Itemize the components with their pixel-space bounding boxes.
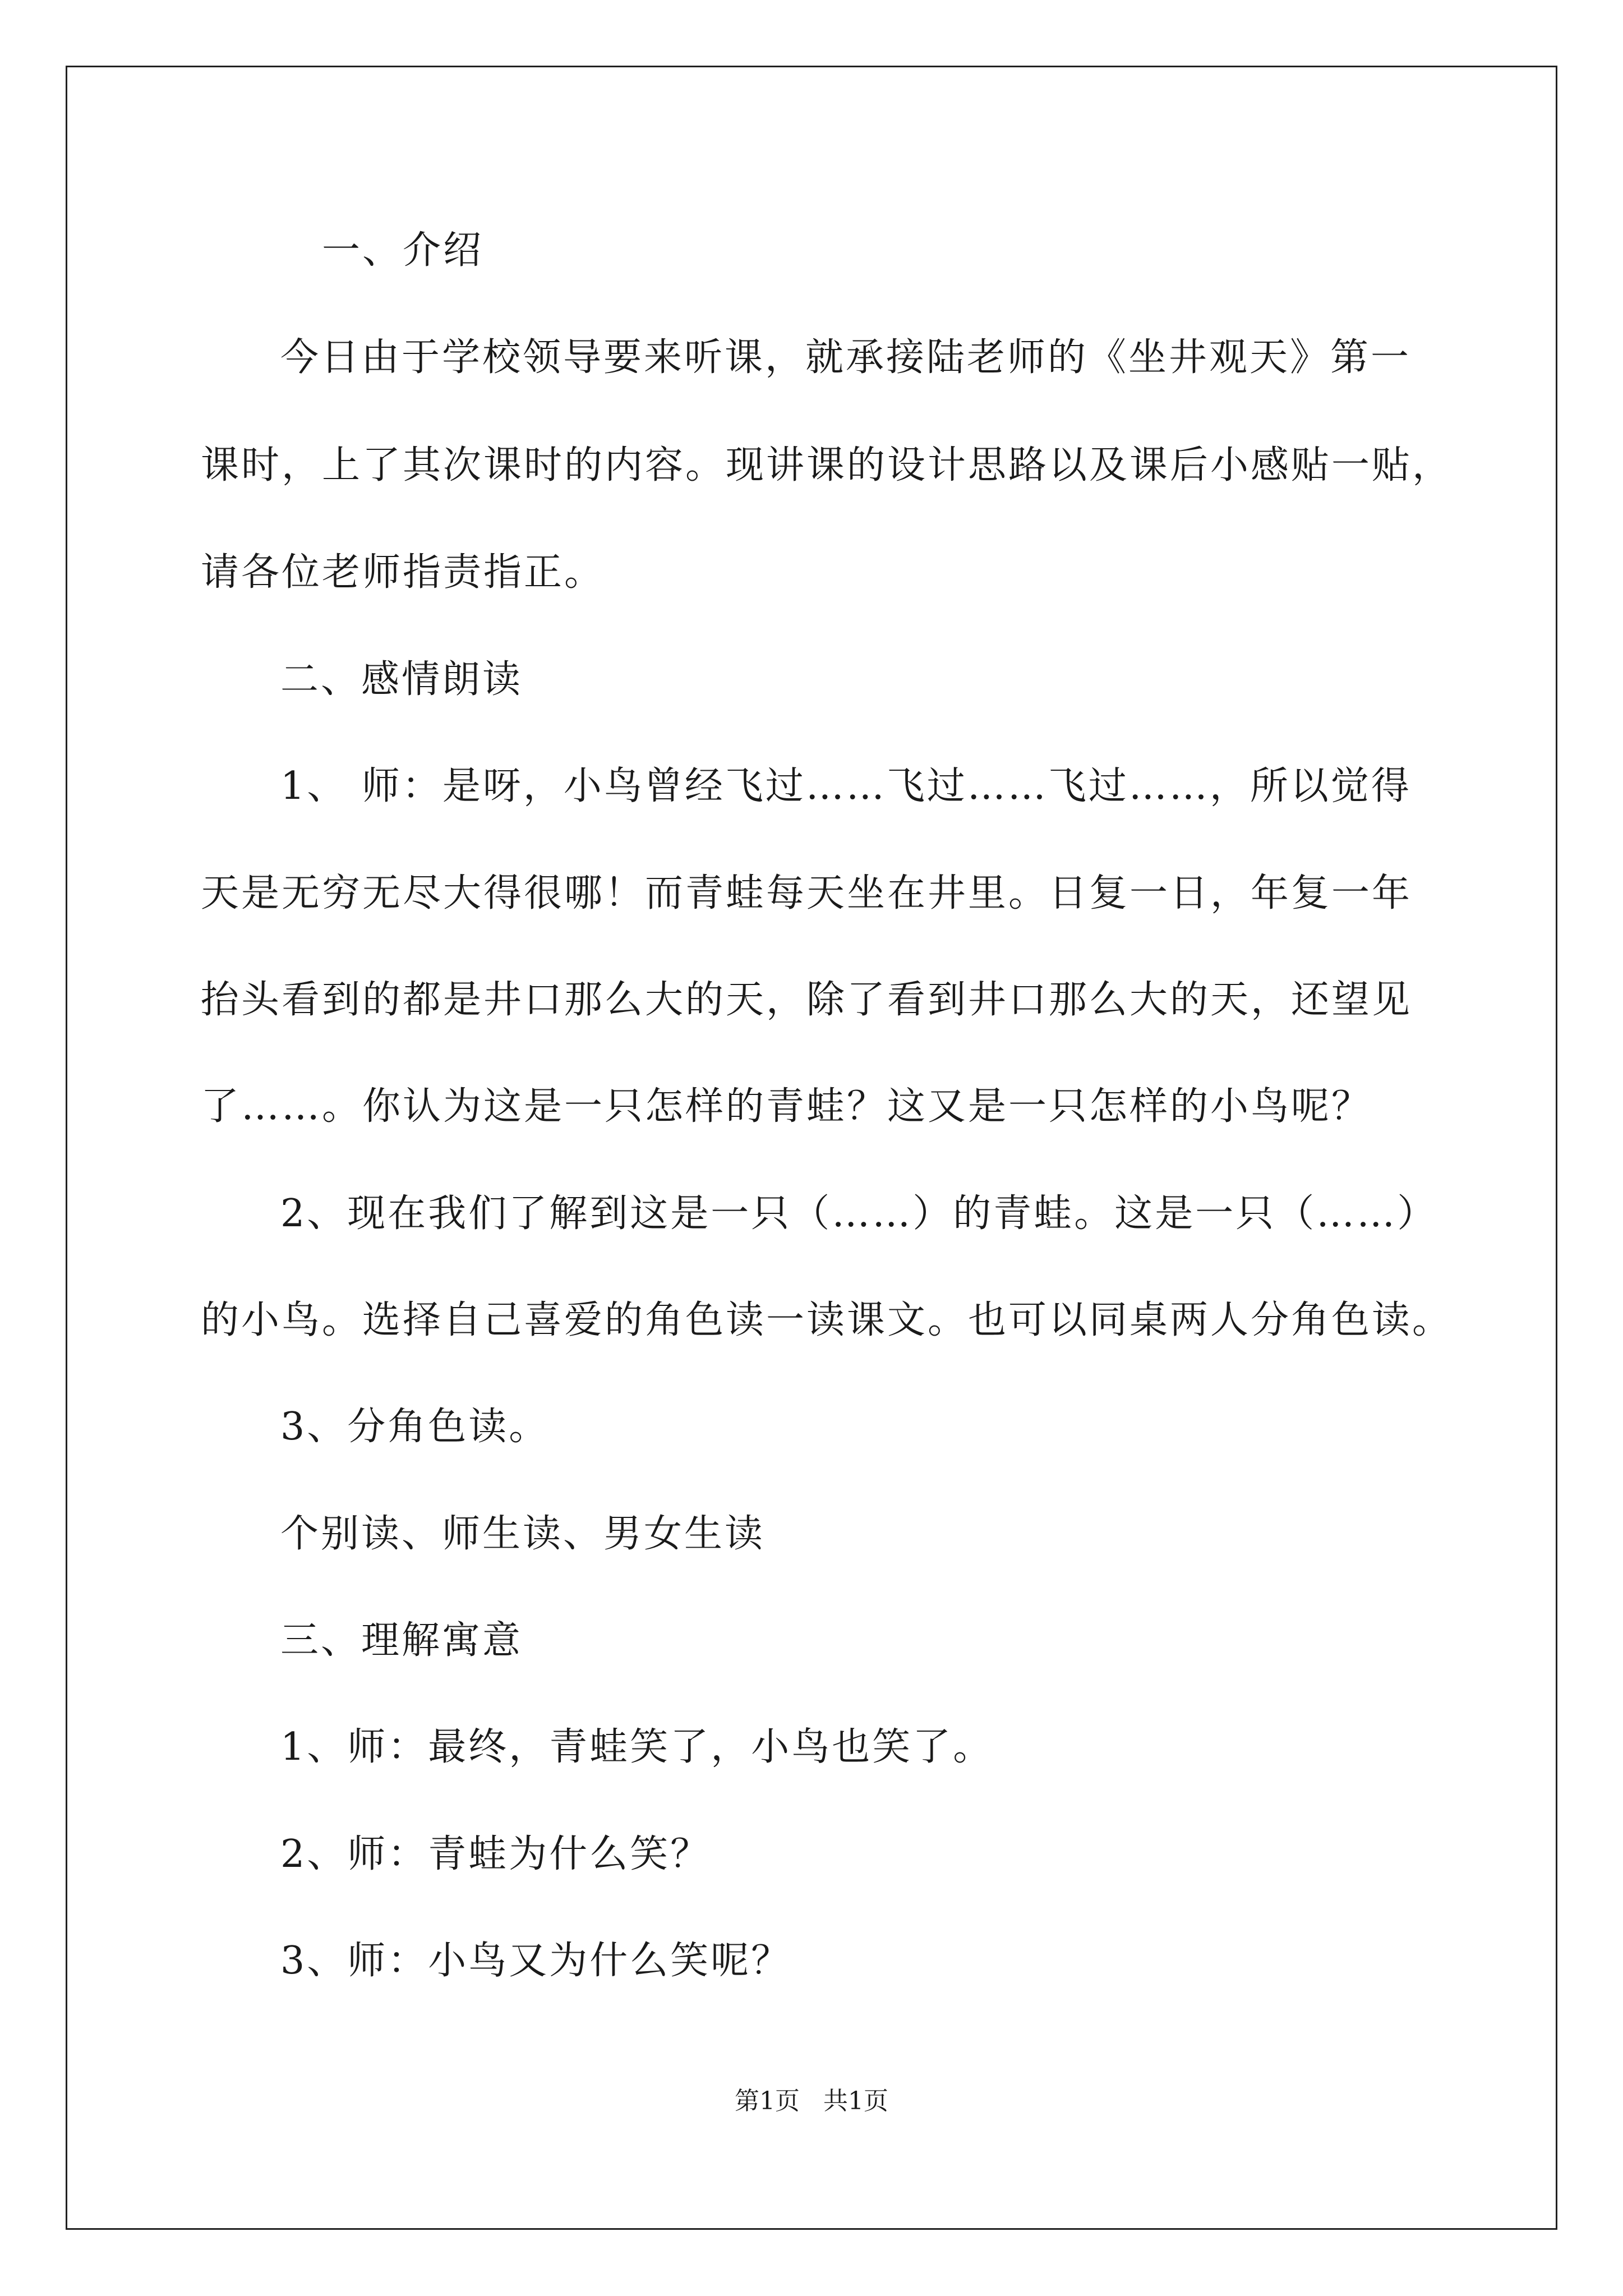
paragraph-line: 天是无穷无尽大得很哪！而青蛙每天坐在井里。日复一日，年复一年 [201, 871, 1413, 915]
paragraph-line: 了……。你认为这是一只怎样的青蛙？这又是一只怎样的小鸟呢？ [201, 1084, 1372, 1129]
section-heading-intro: 一、介绍 [322, 228, 484, 273]
paragraph-line: 请各位老师指责指正。 [201, 550, 605, 595]
paragraph-line: 抬头看到的都是井口那么大的天，除了看到井口那么大的天，还望见 [201, 978, 1413, 1022]
paragraph-line: 3、师：小鸟又为什么笑呢？ [280, 1939, 792, 1983]
section-heading-reading: 二、感情朗读 [280, 657, 523, 702]
paragraph-line: 个别读、师生读、男女生读 [280, 1512, 766, 1556]
paragraph-line: 1、师：最终，青蛙笑了，小鸟也笑了。 [280, 1725, 994, 1769]
paragraph-line: 课时，上了其次课时的内容。现讲课的设计思路以及课后小感贴一贴， [201, 443, 1453, 487]
paragraph-line: 的小鸟。选择自己喜爱的角色读一读课文。也可以同桌两人分角色读。 [201, 1298, 1453, 1342]
paragraph-line: 3、分角色读。 [280, 1405, 550, 1449]
paragraph-line: 2、师：青蛙为什么笑？ [280, 1832, 711, 1876]
page-number-footer: 第1页 共1页 [735, 2087, 888, 2115]
paragraph-line: 今日由于学校领导要来听课，就承接陆老师的《坐井观天》第一 [280, 335, 1412, 380]
paragraph-line: 1、 师：是呀，小鸟曾经飞过……飞过……飞过……，所以觉得 [280, 764, 1412, 808]
section-heading-meaning: 三、理解寓意 [280, 1618, 523, 1663]
paragraph-line: 2、现在我们了解到这是一只（……）的青蛙。这是一只（……） [280, 1191, 1438, 1236]
